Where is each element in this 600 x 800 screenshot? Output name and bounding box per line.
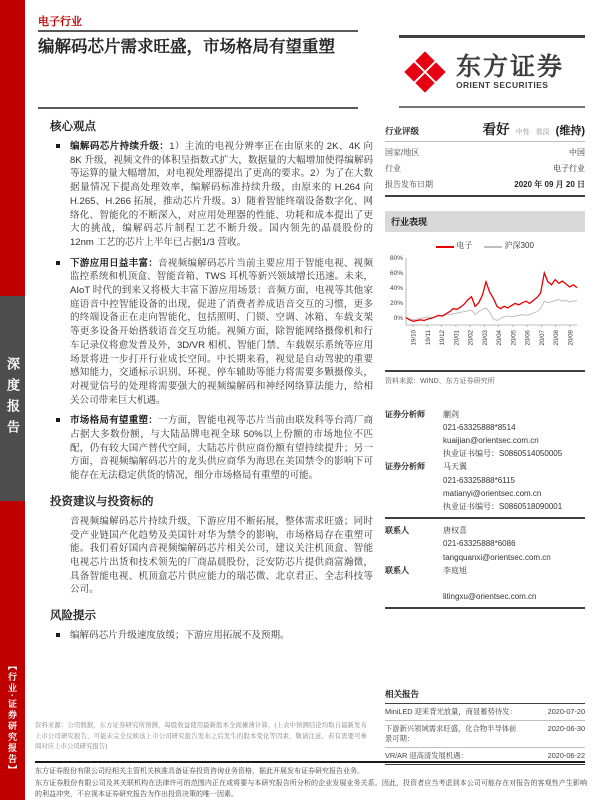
divider [385, 517, 585, 519]
industry-rating-row [385, 118, 585, 138]
disclaimer-line-1: 东方证券股份有限公司经相关主管机关核准具备证券投资咨询业务资格，据此开展发布证券研究报告业务。 [35, 768, 364, 775]
svg-text:20/02: 20/02 [467, 329, 475, 346]
report-title: VR/AR 迎高清发展机遇： [385, 751, 468, 760]
performance-header: 行业表现 [385, 211, 585, 232]
data-source-footnote: 资料来源：公司数据，东方证券研究所预测，每股收益使用最新股本全面摊薄计算，(上表中预测结论均取自最新发布上市公司研究报告，可能未完全反映该上市公司研究报告发布之后发生的股本变化等因素，敬请注意，若有需要可参阅对应上市公司研究报告) [35, 722, 367, 751]
bullet-marker [56, 418, 60, 422]
report-date: 2020-06-30 [547, 724, 585, 733]
analyst-team [385, 408, 585, 610]
investment-paragraph [50, 515, 373, 597]
svg-text:20/07: 20/07 [538, 329, 546, 346]
risk-bullet [50, 629, 373, 643]
section-heading-core-views: 核心观点 [50, 121, 96, 133]
chart-legend [385, 240, 585, 251]
analyst-phone: 021-63325888*6115 [443, 475, 515, 485]
disclaimer-line-2: 东方证券股份有限公司及其关联机构在法律许可的范围内正在或将要与本研究报告所分析的企业发展业务关系。因此，投资者应当考虑到本公司可能存在对报告的客观性产生影响的利益冲突，不应视本证券研究报告为作出投资决策的唯一因素。 [35, 779, 587, 798]
report-date: 2020-06-22 [547, 751, 585, 760]
core-bullet-1-text [70, 140, 373, 250]
contact-role: 联系人 [385, 565, 409, 575]
performance-chart [385, 253, 585, 361]
report-title: MiniLED 迎来背光放量，商显蓄势待发： [385, 707, 517, 716]
report-type-band [0, 296, 25, 501]
svg-text:0%: 0% [393, 314, 403, 322]
brand-name-cn: 东方证券 [456, 53, 565, 81]
bullet-marker [56, 144, 60, 148]
contact-details [443, 564, 585, 604]
contact-email: tangquanxi@orientsec.com.cn [443, 552, 551, 562]
contact-1 [385, 524, 585, 564]
report-title: 下游新兴领域需求旺盛，化合物半导体前景可期： [385, 724, 517, 743]
legend-swatch-red [436, 246, 454, 248]
meta-value: 2020 年 09 月 20 日 [514, 179, 585, 189]
main-content [50, 118, 373, 650]
svg-text:40%: 40% [389, 284, 403, 292]
legal-disclaimer [35, 767, 587, 800]
contact-name: 唐权喜 [443, 526, 467, 536]
analyst-email: kuaijian@orientsec.com.cn [443, 435, 539, 445]
contact-name: 李庭旭 [443, 565, 467, 575]
meta-value: 中国 [569, 147, 585, 157]
bullet-body: 一方面，智能电视等芯片当前由联发科等台湾厂商占据大多数份额，与大陆品牌电视全球 50%以上份额的市场地位不匹配，仍有较大国产替代空间，大陆芯片供应商份额有望持续提升；另一方面，音视频编解码芯片的龙头供应商华为海思在美国禁令的影响下可能存在无法稳定供货的情况，细分市场格局有重塑的可能。 [70, 415, 374, 482]
report-item-2 [385, 721, 585, 748]
investment-text: 音视频编解码芯片持续升级，下游应用不断拓展，整体需求旺盛；同时受产业链国产化趋势及美国针对华为禁令的影响，市场格局存在重塑可能。我们看好国内音视频编解码芯片相关公司，建议关注机顶盒、智能电视芯片出货和技术领先的厂商晶晨股份，泛安防芯片提供商富瀚微，具备智能电视、机顶盒芯片供应能力的瑞芯微、北京君正、全志科技等公司。 [70, 515, 373, 596]
svg-text:19/12: 19/12 [439, 329, 447, 346]
rating-maintained: (维持) [555, 125, 585, 137]
svg-text:19/10: 19/10 [410, 329, 418, 346]
contact-role: 联系人 [385, 526, 409, 536]
contact-details [443, 524, 585, 564]
risk-text: 编解码芯片升级速度放缓；下游应用拓展不及预期。 [70, 630, 290, 642]
chart-container [385, 253, 585, 366]
report-series-label: 【行业·证券研究报告】 [7, 660, 17, 776]
legend-item-electronics [436, 240, 472, 251]
rating-value: 看好 [482, 122, 510, 137]
report-series-band [0, 638, 25, 798]
svg-text:20/04: 20/04 [496, 329, 504, 346]
svg-text:60%: 60% [389, 269, 403, 277]
orient-securities-diamond-icon [403, 50, 447, 94]
page-title: 编解码芯片需求旺盛，市场格局有望重塑 [38, 38, 335, 56]
divider [385, 141, 585, 142]
svg-text:19/11: 19/11 [424, 329, 432, 345]
contact-phone: 021-63325888*6086 [443, 539, 516, 549]
chart-source: 资料来源：WIND、东方证券研究所 [385, 370, 585, 386]
legend-swatch-gray [484, 246, 502, 248]
report-date: 2020-07-20 [547, 707, 585, 716]
brand-name-en: ORIENT SECURITIES [456, 80, 549, 90]
related-reports [385, 688, 585, 765]
contact-phone [443, 577, 585, 590]
core-bullet-3-text [70, 414, 373, 483]
report-item-1 [385, 704, 585, 721]
section-heading-investment: 投资建议与投资标的 [50, 495, 154, 508]
core-bullet-1 [50, 140, 373, 250]
analyst-details [443, 460, 585, 513]
meta-row-date [385, 176, 585, 192]
rating-option-negative: 看淡 [535, 129, 550, 136]
footer-divider [35, 761, 585, 763]
bullet-body: 音视频编解码芯片当前主要应用于智能电视、视频监控系统和机顶盒、智能音箱、TWS 耳机等新兴领域增长迅速。未来，AIoT 时代的到来又将极大丰富下游应用场景：音频方面，电视等其他家庭语音中控智能设备的出现，促进了消费者养成语音交互的习惯，更多的终端设备正在走向智能化，包括照明、门锁、空调、冰箱、车载支架等更多设备开始搭载语音交互功能。视频方面，除智能网络摄像机和行车记录仪将愈发普及外，3D/VR 相机、智能门禁、车载娱乐系统等应用场景将进一步打开行业成长空间。中长期来看，视觉是自动驾驶的重要感知能力，交通标示识别、环视、停车辅助等能力将需要多颗摄像头，对视觉信号的处理将需要强大的视频编解码和神经网络算法能力，给相关公司带来巨大机遇。 [70, 257, 374, 406]
title-divider [38, 107, 358, 109]
svg-text:20/01: 20/01 [453, 329, 461, 346]
core-bullet-3 [50, 414, 373, 483]
core-bullet-2 [50, 257, 373, 408]
core-bullet-2-text [70, 257, 373, 408]
header-divider [38, 30, 358, 32]
rating-option-neutral: 中性 [515, 129, 530, 136]
meta-row-industry [385, 160, 585, 176]
analyst-role: 证券分析师 [385, 462, 425, 472]
sidebar-red-band [0, 0, 25, 800]
contact-email: litingxu@orientsec.com.cn [443, 592, 537, 602]
bullet-lead: 下游应用日益丰富： [70, 257, 159, 269]
legend-label: 电子 [456, 240, 473, 250]
analyst-role: 证券分析师 [385, 409, 425, 419]
svg-text:20/06: 20/06 [524, 329, 532, 346]
analyst-details [443, 408, 585, 461]
meta-row-country [385, 144, 585, 160]
analyst-phone: 021-63325888*8514 [443, 422, 516, 432]
meta-label: 行业 [385, 163, 401, 173]
bullet-marker [56, 261, 60, 265]
svg-text:20/08: 20/08 [553, 329, 561, 346]
legend-label: 沪深300 [504, 240, 534, 250]
section-heading-risk: 风险提示 [50, 610, 96, 623]
meta-label: 国家/地区 [385, 147, 420, 157]
svg-text:20%: 20% [389, 299, 403, 307]
info-panel [385, 118, 585, 609]
svg-text:80%: 80% [389, 254, 403, 262]
divider [385, 607, 585, 609]
bullet-body: 1）主流的电视分辨率正在由原来的 2K、4K 向 8K 升级，视频文件的体积呈指数式扩大，数据量的大幅增加使得编解码等运算的量大幅增加，对电视处理器提出了更高的要求。2）为了在大数据量情况下提高处理效率，编解码标准持续升级，由原来的 H.264 向 H.265、H.266 拓展，推动芯片升级。3）随着智能终端设备数字化、网络化、智能化的不断深入，对应用处理器的性能、功耗和成本提出了更大的挑战，编解码芯片制程工艺不断升级。国内领先的晶晨股份的 12nm 工艺的芯片上半年已占据1/3 营收。 [70, 141, 374, 248]
legend-item-csi300 [484, 240, 534, 251]
rating-label: 行业评级 [385, 126, 420, 136]
bullet-lead: 市场格局有望重塑： [70, 415, 159, 427]
analyst-email: matianyi@orientsec.com.cn [443, 488, 542, 498]
analyst-2 [385, 460, 585, 513]
related-reports-heading: 相关报告 [385, 688, 585, 704]
bullet-lead: 编解码芯片持续升级： [70, 141, 170, 152]
analyst-cert: 执业证书编号：S0860514050005 [443, 449, 563, 459]
brand-logo [399, 35, 585, 108]
svg-text:20/03: 20/03 [481, 329, 489, 346]
contact-2 [385, 564, 585, 604]
svg-text:20/09: 20/09 [567, 329, 575, 346]
analyst-name: 马天翼 [443, 462, 467, 472]
industry-category: 电子行业 [38, 16, 82, 28]
bullet-marker [56, 633, 60, 637]
meta-label: 报告发布日期 [385, 179, 433, 189]
analyst-cert: 执业证书编号：S0860518090001 [443, 501, 563, 511]
analyst-name: 蒯剑 [443, 409, 459, 419]
report-type-label: 深度报告 [5, 356, 20, 441]
meta-value: 电子行业 [553, 163, 585, 173]
svg-text:20/05: 20/05 [510, 329, 518, 346]
brand-text [456, 54, 564, 90]
analyst-1 [385, 408, 585, 461]
divider [385, 195, 585, 197]
